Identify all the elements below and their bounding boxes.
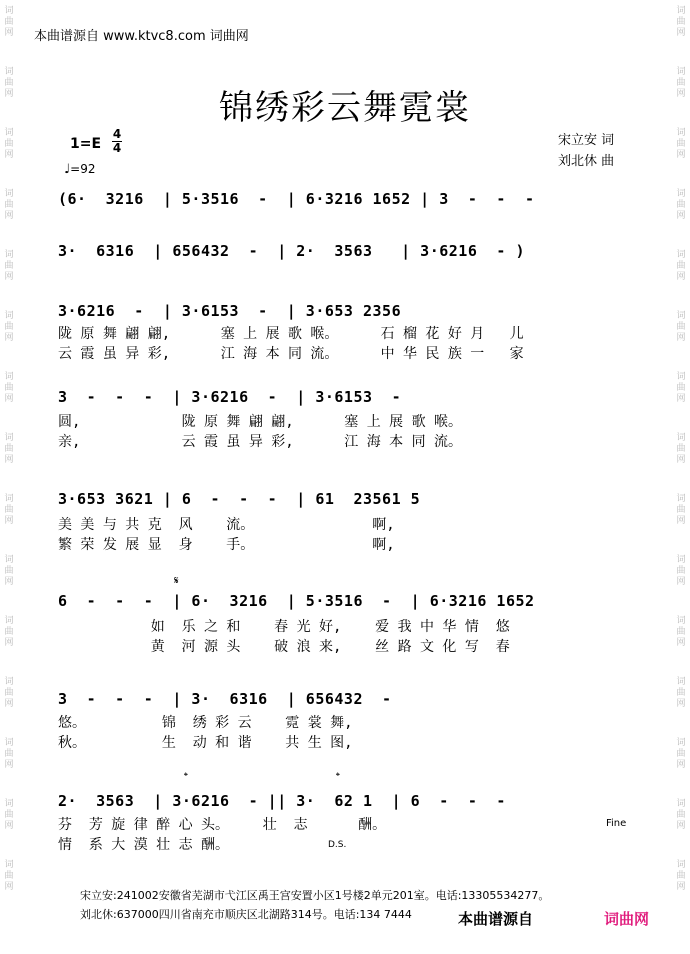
time-signature-bottom: 4 xyxy=(112,141,122,155)
lyric-verse-2: 情 系 大 漠 壮 志 酬。 xyxy=(58,837,230,853)
score-system xyxy=(58,238,636,264)
song-title: 锦绣彩云舞霓裳 xyxy=(219,88,471,128)
time-signature xyxy=(112,128,122,155)
numbered-notes: 3 - - - | 3· 6316 | 656432 - xyxy=(58,690,392,708)
lyric-verse-2: 亲, 云 霞 虽 异 彩, 江 海 本 同 流。 xyxy=(58,434,463,450)
numbered-notes: 3·6216 - | 3·6153 - | 3·653 2356 xyxy=(58,302,402,320)
numbered-notes: 6 - - - | 6· 3216 | 5·3516 - | 6·3216 1652 xyxy=(58,592,535,610)
key-signature: 1=E xyxy=(70,136,102,152)
lyric-verse-1: 美 美 与 共 克 风 流。 啊, xyxy=(58,517,395,533)
score-system xyxy=(58,588,636,614)
fine-marking: Fine xyxy=(606,818,627,829)
lyric-verse-1: 圆, 陇 原 舞 翩 翩, 塞 上 展 歌 喉。 xyxy=(58,414,463,430)
score-system xyxy=(58,686,636,712)
segno-icon: 𝄋 xyxy=(174,574,179,587)
numbered-notes: 3· 6316 | 656432 - | 2· 3563 | 3·6216 - ) xyxy=(58,242,526,260)
lyric-verse-1: 芬 芳 旋 律 醉 心 头。 壮 志 酬。 xyxy=(58,817,387,833)
lyric-verse-2: 云 霞 虽 异 彩, 江 海 本 同 流。 中 华 民 族 一 家 xyxy=(58,346,524,362)
coda-icon: 𝄌 xyxy=(184,770,188,783)
quarter-note-icon: ♩ xyxy=(64,162,71,177)
source-brand-label: 本曲谱源自 xyxy=(455,908,536,929)
side-watermark-right: 词 曲 网 词 曲 网 词 曲 网 词 曲 网 词 曲 网 词 曲 网 词 曲 网 词 曲 网 词 曲 网 词 曲 网 词 曲 网 词 曲 网 词 曲 网 词 曲 网 词 曲 网 xyxy=(676,6,686,892)
lyric-verse-1: 如 乐 之 和 春 光 好, 爱 我 中 华 情 悠 xyxy=(58,619,510,635)
ds-marking: D.S. xyxy=(328,840,347,850)
numbered-notes: 3·653 3621 | 6 - - - | 61 23561 5 xyxy=(58,490,421,508)
score-system xyxy=(58,298,636,324)
contact-lyricist: 宋立安:241002安徽省芜湖市弋江区禹王宫安置小区1号楼2单元201室。电话:13305534277。 xyxy=(80,889,550,902)
score-system xyxy=(58,788,636,814)
contact-composer: 刘北休:637000四川省南充市顺庆区北湖路314号。电话:134 7444 xyxy=(80,908,412,921)
numbered-notes: (6· 3216 | 5·3516 - | 6·3216 1652 | 3 - - - xyxy=(58,190,535,208)
coda-icon: 𝄌 xyxy=(336,770,340,783)
lyric-verse-2: 黄 河 源 头 破 浪 来, 丝 路 文 化 写 春 xyxy=(58,639,510,655)
tempo-marking xyxy=(64,162,95,177)
score-system xyxy=(58,186,636,212)
composer-credit: 刘北休 曲 xyxy=(558,154,615,169)
score-system xyxy=(58,486,636,512)
credits xyxy=(558,130,614,172)
score-system xyxy=(58,384,636,410)
lyric-verse-2: 秋。 生 动 和 谐 共 生 图, xyxy=(58,735,353,751)
source-watermark: 本曲谱源自 www.ktvc8.com 词曲网 xyxy=(34,29,249,44)
side-watermark-left: 词 曲 网 词 曲 网 词 曲 网 词 曲 网 词 曲 网 词 曲 网 词 曲 网 词 曲 网 词 曲 网 词 曲 网 词 曲 网 词 曲 网 词 曲 网 词 曲 网 词 曲 网 xyxy=(4,6,14,892)
lyric-verse-1: 陇 原 舞 翩 翩, 塞 上 展 歌 喉。 石 榴 花 好 月 儿 xyxy=(58,326,524,342)
lyricist-credit: 宋立安 词 xyxy=(558,133,615,148)
tempo-value: =92 xyxy=(70,162,96,176)
numbered-notes: 2· 3563 | 3·6216 - || 3· 62 1 | 6 - - - xyxy=(58,792,506,810)
site-brand-logo: 词曲网 xyxy=(604,910,650,928)
lyric-verse-2: 繁 荣 发 展 显 身 手。 啊, xyxy=(58,537,395,553)
time-signature-top: 4 xyxy=(112,127,122,141)
lyric-verse-1: 悠。 锦 绣 彩 云 霓 裳 舞, xyxy=(58,715,353,731)
numbered-notes: 3 - - - | 3·6216 - | 3·6153 - xyxy=(58,388,402,406)
